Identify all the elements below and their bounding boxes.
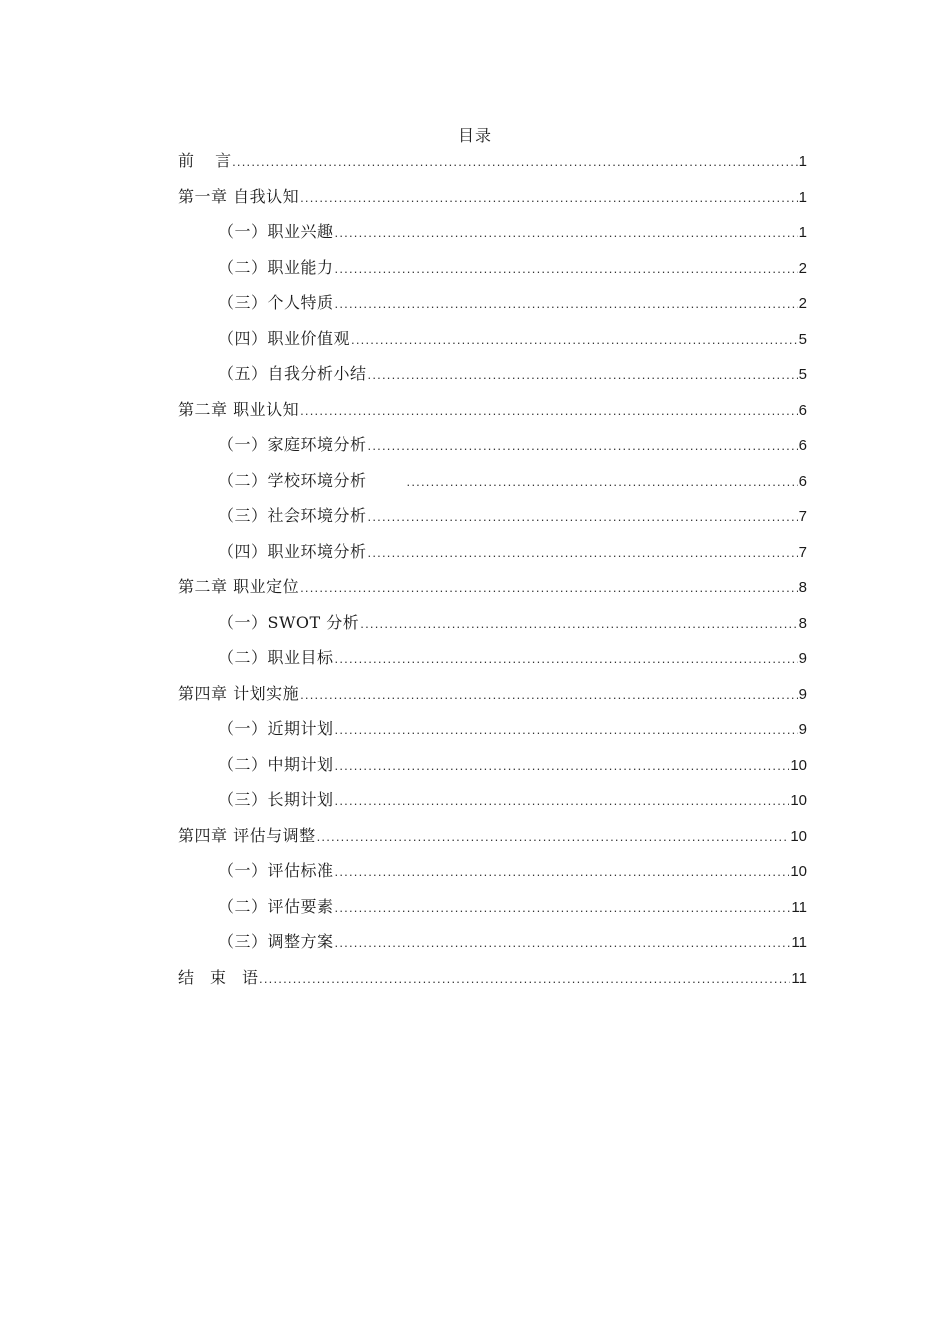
toc-entry-text: （三）调整方案 [218, 932, 334, 951]
toc-page-number: 11 [791, 969, 807, 987]
table-of-contents [178, 148, 807, 1000]
toc-page-number: 1 [798, 153, 807, 170]
toc-entry[interactable] [178, 397, 807, 433]
toc-entry-text: （五）自我分析小结 [218, 364, 367, 383]
toc-dot-leader [360, 611, 797, 637]
toc-dot-leader [368, 433, 798, 459]
toc-page-number: 11 [791, 898, 807, 916]
toc-page-number: 11 [791, 934, 807, 951]
toc-entry-text: （三）个人特质 [218, 293, 334, 312]
toc-entry[interactable] [178, 610, 807, 646]
toc-page-number: 2 [798, 259, 807, 277]
toc-entry[interactable] [178, 326, 807, 362]
toc-entry[interactable] [178, 290, 807, 326]
toc-dot-leader [300, 185, 798, 211]
toc-entry-text: 第二章 职业认知 [178, 399, 300, 419]
toc-page-number: 5 [798, 366, 807, 383]
toc-page-number: 6 [798, 401, 807, 419]
toc-dot-leader [407, 469, 798, 495]
toc-entry[interactable] [178, 184, 807, 220]
toc-dot-leader [317, 824, 790, 850]
toc-page-number: 7 [798, 543, 807, 561]
toc-page-number: 9 [798, 685, 807, 703]
toc-entry-text: 结 束 语 [178, 967, 259, 987]
toc-entry[interactable] [178, 823, 807, 859]
toc-entry-text: （三）社会环境分析 [218, 506, 367, 525]
toc-entry[interactable] [178, 148, 807, 184]
toc-entry-text: （四）职业环境分析 [218, 541, 367, 561]
toc-entry[interactable] [178, 255, 807, 291]
toc-entry-text: （二）中期计划 [218, 754, 334, 774]
toc-entry-text: 第二章 职业定位 [178, 577, 300, 596]
toc-entry[interactable] [178, 361, 807, 397]
toc-dot-leader [335, 788, 790, 814]
toc-page-number: 6 [798, 472, 807, 490]
toc-entry[interactable] [178, 858, 807, 894]
toc-page-number: 9 [798, 650, 807, 667]
toc-dot-leader [300, 398, 798, 424]
toc-entry-text: 第一章 自我认知 [178, 186, 300, 206]
toc-page-number: 10 [790, 827, 807, 845]
toc-entry[interactable] [178, 929, 807, 965]
toc-entry-text: （二）学校环境分析 [218, 470, 367, 490]
toc-entry[interactable] [178, 468, 807, 504]
toc-entry-text: （一）评估标准 [218, 861, 334, 880]
toc-entry-text: （二）职业能力 [218, 257, 334, 277]
toc-entry[interactable] [178, 716, 807, 752]
toc-entry-text: （一）近期计划 [218, 719, 334, 738]
toc-page-number: 10 [790, 792, 807, 809]
toc-entry[interactable] [178, 752, 807, 788]
toc-dot-leader [259, 966, 790, 992]
toc-dot-leader [335, 753, 790, 779]
toc-title: 目录 [457, 126, 492, 145]
toc-page-number: 5 [798, 330, 807, 348]
toc-dot-leader [335, 859, 790, 885]
toc-entry[interactable] [178, 503, 807, 539]
toc-entry-text: （一）SWOT 分析 [218, 612, 360, 632]
toc-dot-leader [335, 220, 798, 246]
toc-entry[interactable] [178, 219, 807, 255]
toc-page-number: 1 [798, 224, 807, 241]
toc-entry-text: （二）评估要素 [218, 896, 334, 916]
toc-page-number: 8 [798, 579, 807, 596]
toc-dot-leader [300, 682, 798, 708]
toc-page-number: 1 [798, 188, 807, 206]
toc-entry[interactable] [178, 432, 807, 468]
toc-dot-leader [335, 646, 798, 672]
toc-dot-leader [335, 930, 791, 956]
toc-page-number: 8 [798, 614, 807, 632]
toc-entry-text: 第四章 评估与调整 [178, 825, 316, 845]
toc-dot-leader [335, 717, 798, 743]
toc-dot-leader [232, 149, 798, 175]
toc-dot-leader [335, 895, 791, 921]
toc-entry[interactable] [178, 965, 807, 1001]
toc-entry[interactable] [178, 894, 807, 930]
toc-entry[interactable] [178, 645, 807, 681]
toc-entry[interactable] [178, 681, 807, 717]
toc-entry[interactable] [178, 539, 807, 575]
toc-entry-text: 前 言 [178, 151, 232, 170]
toc-dot-leader [335, 256, 798, 282]
toc-page-number: 10 [790, 756, 807, 774]
toc-entry[interactable] [178, 574, 807, 610]
toc-dot-leader [300, 575, 798, 601]
toc-dot-leader [351, 327, 798, 353]
toc-dot-leader [368, 362, 798, 388]
toc-page-number: 7 [798, 508, 807, 525]
toc-entry-text: （一）职业兴趣 [218, 222, 334, 241]
toc-dot-leader [368, 504, 798, 530]
toc-dot-leader [335, 291, 798, 317]
toc-entry-text: （三）长期计划 [218, 790, 334, 809]
toc-entry[interactable] [178, 787, 807, 823]
toc-entry-text: （一）家庭环境分析 [218, 435, 367, 454]
toc-entry-text: （四）职业价值观 [218, 328, 351, 348]
toc-entry-text: 第四章 计划实施 [178, 683, 300, 703]
toc-page-number: 6 [798, 437, 807, 454]
toc-page-number: 2 [798, 295, 807, 312]
toc-dot-leader [368, 540, 798, 566]
toc-page-number: 9 [798, 721, 807, 738]
toc-entry-text: （二）职业目标 [218, 648, 334, 667]
toc-page-number: 10 [790, 863, 807, 880]
